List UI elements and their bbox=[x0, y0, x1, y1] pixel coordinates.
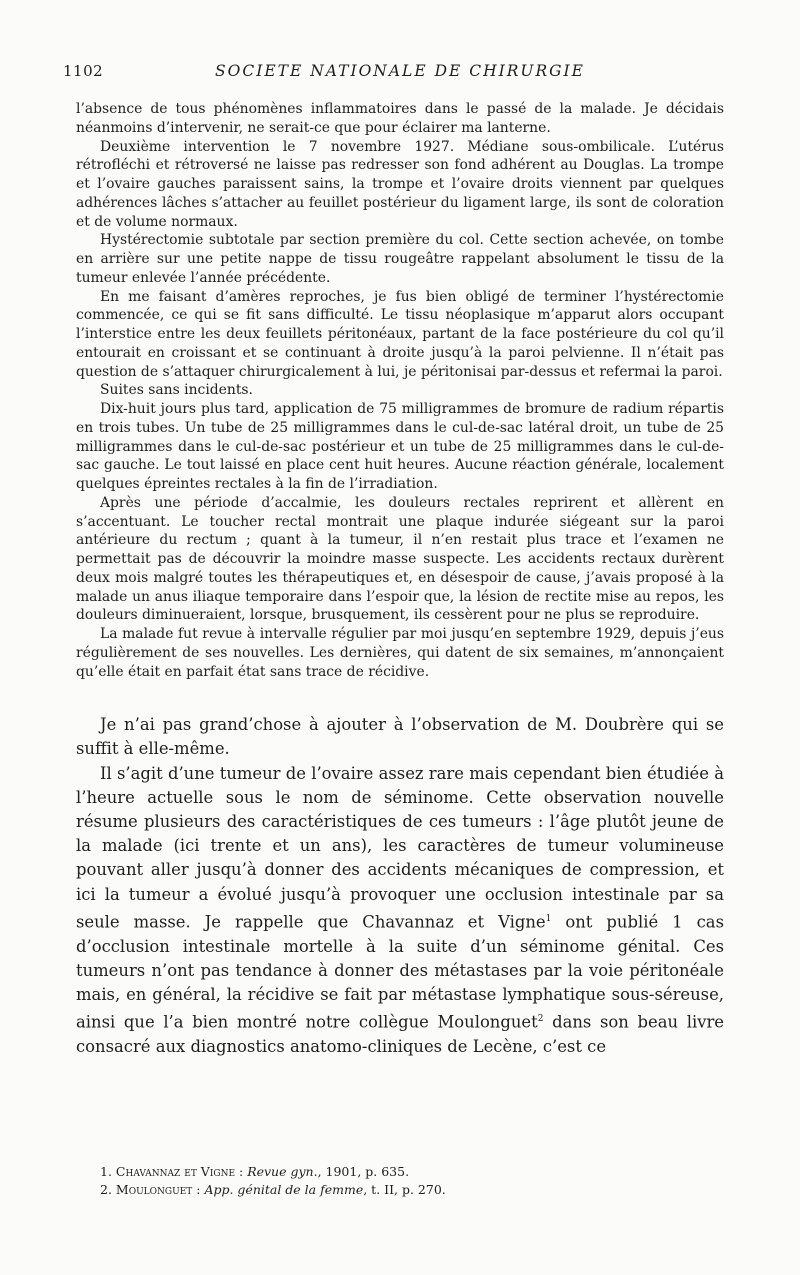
case-paragraph: En me faisant d’amères reproches, je fus bien obligé de terminer l’hystérectomie commencée, ce qui se fit sans difficulté. Le tissu néoplasique m’apparut alors occupant l’interstice entre les deux feuillets péritonéaux, partant de la face postérieure du col qu’il entourait en croissant et se continuant à droite jusqu’à la paroi pelvienne. Il n’était pas question de s’attaquer chirurgicalement à lui, je péritonisai par-dessus et refermai la paroi. bbox=[76, 288, 724, 380]
case-paragraph: Deuxième intervention le 7 novembre 1927. Médiane sous-ombilicale. L’utérus rétrofléchi et rétroversé ne laisse pas redresser son fond adhérent au Douglas. La trompe et l’ovaire gauches paraissent sains, la trompe et l’ovaire droits viennent par quelques adhérences lâches s’attacher au feuillet postérieur du ligament large, ils sont de coloration et de volume normaux. bbox=[76, 138, 724, 230]
case-paragraph: La malade fut revue à intervalle régulier par moi jusqu’en septembre 1929, depuis j’eus régulièrement de ses nouvelles. Les dernières, qui datent de six semaines, m’annonçaient qu’elle était en parfait état sans trace de récidive. bbox=[76, 626, 724, 680]
footnote-rest: , t. II, p. 270. bbox=[363, 1182, 446, 1197]
commentary-paragraph: Je n’ai pas grand’chose à ajouter à l’observation de M. Doubrère qui se suffit à elle-même. bbox=[76, 715, 724, 759]
footnote-authors: Moulonguet bbox=[115, 1182, 193, 1197]
case-paragraph: l’absence de tous phénomènes inflammatoires dans le passé de la malade. Je décidais néanmoins d’intervenir, ne serait-ce que pour éclairer ma lanterne. bbox=[76, 101, 724, 136]
commentary-paragraph bbox=[76, 762, 724, 1059]
footnotes bbox=[100, 1163, 446, 1199]
footnote-number: 2. bbox=[100, 1182, 112, 1197]
page-header bbox=[63, 62, 724, 88]
page bbox=[63, 62, 724, 1059]
case-paragraph: Après une période d’accalmie, les douleurs rectales reprirent et allèrent en s’accentuant. Le toucher rectal montrait une plaque indurée siégeant sur la paroi antérieure du rectum ; quant à la tumeur, il n’en restait plus trace et l’examen ne permettait pas de découvrir la moindre masse suspecte. Les accidents rectaux durèrent deux mois malgré toutes les thérapeutiques et, en désespoir de cause, j’avais proposé à la malade un anus iliaque temporaire dans l’espoir que, la lésion de rectite mise au repos, les douleurs diminueraient, lorsque, brusquement, ils cessèrent pour ne plus se reproduire. bbox=[76, 494, 724, 624]
footnote bbox=[100, 1163, 446, 1181]
footnote-separator: : bbox=[235, 1164, 248, 1179]
running-head: SOCIETE NATIONALE DE CHIRURGIE bbox=[215, 62, 585, 80]
commentary-text: dans son beau livre consacré aux diagnostics anatomo-cliniques de Lecène, c’est ce bbox=[76, 1012, 724, 1056]
commentary bbox=[76, 713, 724, 1059]
footnote bbox=[100, 1181, 446, 1199]
case-paragraph: Hystérectomie subtotale par section première du col. Cette section achevée, on tombe en arrière sur une petite nappe de tissu rougeâtre rappelant absolument le tissu de la tumeur enlevée l’année précédente. bbox=[76, 232, 724, 286]
case-paragraph: Suites sans incidents. bbox=[100, 382, 253, 399]
footnote-number: 1. bbox=[100, 1164, 112, 1179]
footnote-authors: Chavannaz et Vigne bbox=[115, 1164, 236, 1179]
footnote-ref: 1 bbox=[545, 913, 552, 924]
footnote-title: App. génital de la femme bbox=[204, 1182, 364, 1197]
footnote-rest: , 1901, p. 635. bbox=[317, 1164, 410, 1179]
footnote-ref: 2 bbox=[537, 1014, 544, 1025]
commentary-text: Il s’agit d’une tumeur de l’ovaire assez rare mais cependant bien étudiée à l’heure actuelle sous le nom de séminome. Cette observation nouvelle résume plusieurs des caractéristiques de ces tumeurs : l’âge plutôt jeune de la malade (ici trente et un ans), les caractères de tumeur volumineuse pouvant aller jusqu’à donner des accidents mécaniques de compression, et ici la tumeur a évolué jusqu’à provoquer une occlusion intestinale par sa seule masse. Je rappelle que Chavannaz et Vigne bbox=[76, 763, 724, 932]
footnote-separator: : bbox=[192, 1182, 205, 1197]
case-paragraph: Dix-huit jours plus tard, application de 75 milligrammes de bromure de radium répartis en trois tubes. Un tube de 25 milligrammes dans le cul-de-sac latéral droit, un tube de 25 milligrammes dans le cul-de-sac postérieur et un tube de 25 milligrammes dans le cul-de-sac gauche. Le tout laissé en place cent huit heures. Aucune réaction générale, localement quelques épreintes rectales à la fin de l’irradiation. bbox=[76, 401, 724, 492]
case-report bbox=[76, 100, 724, 681]
commentary-text: ont publié 1 cas d’occlusion intestinale mortelle à la suite d’un séminome génital. Ces tumeurs n’ont pas tendance à donner des métastases par la voie péritonéale mais, en général, la récidive se fait par métastase lymphatique sous-séreuse, ainsi que l’a bien montré notre collègue Moulonguet bbox=[76, 912, 724, 1032]
page-number: 1102 bbox=[63, 62, 104, 80]
footnote-title: Revue gyn. bbox=[247, 1164, 318, 1179]
